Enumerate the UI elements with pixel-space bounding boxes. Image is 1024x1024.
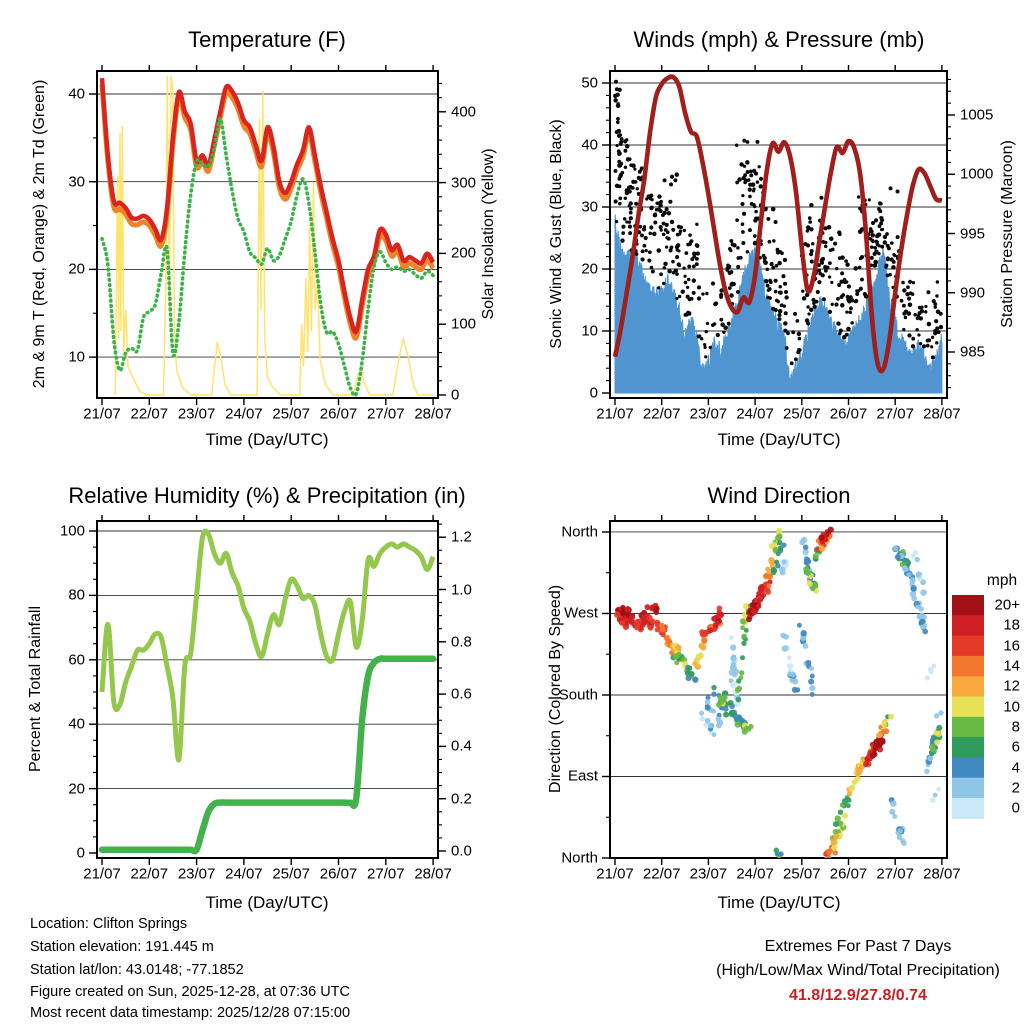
extremes-values: 41.8/12.9/27.8/0.74 — [789, 987, 927, 1004]
y-tick-label: 50 — [581, 74, 598, 92]
colorbar-value-label: 10 — [1003, 698, 1020, 716]
x-tick-label: 28/07 — [923, 865, 961, 883]
y-tick-label: 0 — [589, 384, 598, 402]
x-tick-label: 28/07 — [414, 405, 452, 423]
footer-location: Location: Clifton Springs — [30, 916, 188, 932]
x-tick-label: 24/07 — [736, 405, 774, 423]
x-tick-label: 26/07 — [319, 405, 358, 423]
xlabel-direction: Time (Day/UTC) — [717, 893, 841, 912]
y-tick-label: 0 — [451, 386, 460, 404]
speed-colorbar — [952, 595, 984, 819]
x-tick-label: 22/07 — [130, 865, 169, 883]
x-tick-label: 24/07 — [225, 865, 263, 883]
y-tick-label: 40 — [68, 715, 85, 733]
colorbar-value-label: 6 — [1011, 738, 1020, 756]
panel-title-winds-pressure: Winds (mph) & Pressure (mb) — [633, 27, 925, 52]
extremes-title: Extremes For Past 7 Days — [764, 938, 952, 955]
direction-tick-label: South — [558, 686, 598, 704]
y-tick-label: 30 — [581, 198, 598, 216]
y-tick-label: 0.4 — [451, 737, 472, 755]
direction-tick-label: North — [561, 849, 598, 867]
x-tick-label: 22/07 — [130, 405, 169, 423]
x-tick-label: 25/07 — [272, 405, 310, 423]
ylabel-percent-rainfall: Percent & Total Rainfall — [27, 605, 44, 773]
y-tick-label: 995 — [960, 225, 986, 242]
extremes-subtitle: (High/Low/Max Wind/Total Precipitation) — [716, 962, 1000, 979]
y-tick-label: 0.8 — [451, 633, 472, 651]
y-tick-label: 1005 — [960, 106, 994, 124]
colorbar-value-label: 14 — [1003, 657, 1020, 675]
y-tick-label: 30 — [68, 173, 85, 191]
footer-latlon: Station lat/lon: 43.0148; -77.1852 — [30, 962, 244, 978]
x-tick-label: 27/07 — [367, 405, 405, 423]
x-tick-label: 26/07 — [319, 865, 358, 883]
x-tick-label: 22/07 — [642, 865, 681, 883]
temperature-series — [102, 76, 433, 395]
colorbar-value-label: 16 — [1003, 637, 1020, 655]
xlabel-temperature: Time (Day/UTC) — [205, 430, 329, 449]
winds-series — [613, 77, 943, 393]
colorbar-value-label: 20+ — [994, 596, 1020, 614]
panel-title-temperature: Temperature (F) — [188, 27, 346, 52]
direction-tick-label: North — [561, 523, 598, 541]
colorbar-value-label: 0 — [1011, 799, 1020, 817]
footer-created: Figure created on Sun, 2025-12-28, at 07:36 UTC — [30, 984, 350, 1000]
footer-elevation: Station elevation: 191.445 m — [30, 939, 214, 955]
ylabel-direction: Direction (Colored By Speed) — [547, 584, 564, 794]
x-tick-label: 21/07 — [596, 405, 634, 423]
y-tick-label: 0.6 — [451, 685, 472, 703]
x-tick-label: 23/07 — [177, 865, 216, 883]
x-tick-label: 21/07 — [83, 405, 121, 423]
y-tick-label: 300 — [451, 174, 477, 192]
y-tick-label: 10 — [581, 322, 598, 340]
y-tick-label: 0 — [76, 844, 85, 862]
x-tick-label: 24/07 — [736, 865, 774, 883]
y-tick-label: 20 — [68, 260, 85, 278]
colorbar-value-label: 2 — [1011, 779, 1020, 797]
ylabel-wind-left: Sonic Wind & Gust (Blue, Black) — [548, 119, 565, 349]
direction-tick-label: West — [564, 604, 598, 622]
x-tick-label: 28/07 — [414, 865, 452, 883]
colorbar-value-label: 12 — [1003, 677, 1020, 695]
ylabel-pressure-right: Station Pressure (Maroon) — [999, 140, 1016, 328]
ylabel-temperature-left: 2m & 9m T (Red, Orange) & 2m Td (Green) — [31, 79, 48, 389]
x-tick-label: 26/07 — [829, 405, 868, 423]
x-tick-label: 21/07 — [596, 865, 634, 883]
y-tick-label: 1000 — [960, 165, 994, 183]
x-tick-label: 23/07 — [689, 865, 728, 883]
x-tick-label: 23/07 — [177, 405, 216, 423]
ylabel-solar-right: Solar Insolation (Yellow) — [480, 148, 497, 320]
panel-title-humidity: Relative Humidity (%) & Precipitation (in) — [68, 483, 466, 508]
x-tick-label: 25/07 — [272, 865, 310, 883]
y-tick-label: 0.2 — [451, 790, 472, 808]
x-tick-label: 26/07 — [829, 865, 868, 883]
y-tick-label: 100 — [451, 315, 477, 333]
x-tick-label: 24/07 — [225, 405, 263, 423]
y-tick-label: 20 — [68, 780, 85, 798]
y-tick-label: 400 — [451, 103, 477, 121]
y-tick-label: 40 — [68, 85, 85, 103]
x-tick-label: 23/07 — [689, 405, 728, 423]
y-tick-label: 20 — [581, 260, 598, 278]
y-tick-label: 80 — [68, 586, 85, 604]
y-tick-label: 200 — [451, 244, 477, 262]
direction-tick-label: East — [567, 767, 598, 785]
x-tick-label: 21/07 — [83, 865, 121, 883]
x-tick-label: 27/07 — [876, 405, 914, 423]
x-tick-label: 27/07 — [876, 865, 914, 883]
y-tick-label: 1.0 — [451, 581, 472, 598]
y-tick-label: 100 — [59, 522, 85, 540]
x-tick-label: 25/07 — [783, 865, 821, 883]
xlabel-winds: Time (Day/UTC) — [717, 430, 841, 449]
colorbar-value-label: 18 — [1003, 616, 1020, 634]
temperature-axes — [89, 65, 446, 405]
y-tick-label: 990 — [960, 284, 986, 302]
y-tick-label: 10 — [68, 348, 85, 366]
colorbar-title: mph — [986, 572, 1018, 589]
x-tick-label: 28/07 — [923, 405, 961, 423]
humidity-series — [102, 531, 433, 851]
colorbar-value-label: 8 — [1011, 718, 1020, 736]
humidity-axes — [89, 515, 446, 865]
x-tick-label: 27/07 — [367, 865, 405, 883]
y-tick-label: 985 — [960, 343, 986, 361]
y-tick-label: 1.2 — [451, 528, 472, 546]
y-tick-label: 40 — [581, 136, 598, 154]
colorbar-value-label: 4 — [1011, 759, 1020, 777]
panel-title-wind-direction: Wind Direction — [707, 483, 851, 508]
y-tick-label: 0.0 — [451, 842, 472, 860]
y-tick-label: 60 — [68, 651, 85, 669]
xlabel-humidity: Time (Day/UTC) — [205, 893, 329, 912]
x-tick-label: 25/07 — [783, 405, 821, 423]
footer-timestamp: Most recent data timestamp: 2025/12/28 07:15:00 — [30, 1005, 351, 1021]
x-tick-label: 22/07 — [642, 405, 681, 423]
